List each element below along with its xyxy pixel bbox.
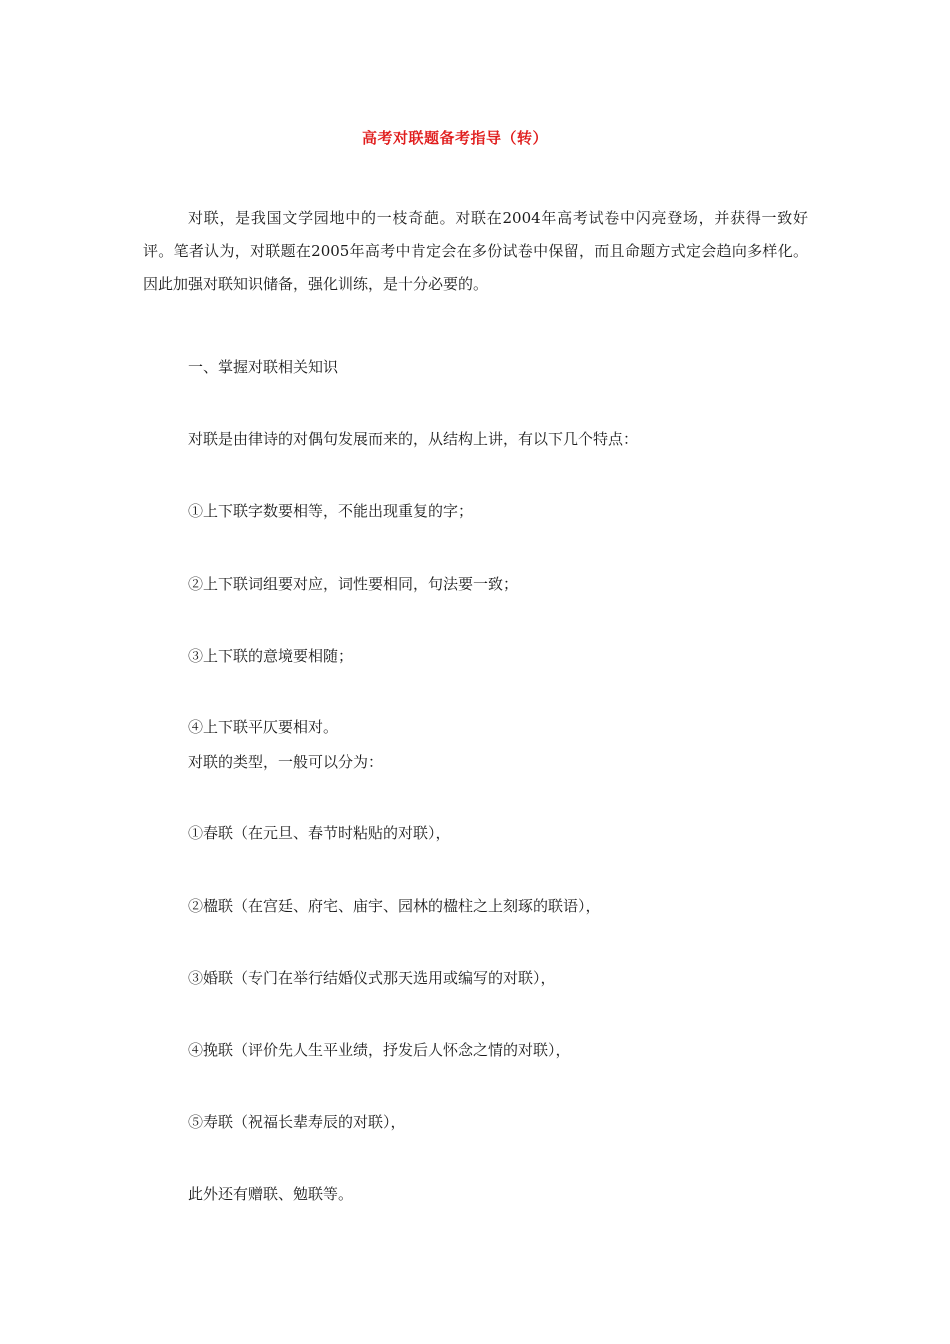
type-item: ②楹联（在宫廷、府宅、庙宇、园林的楹柱之上刻琢的联语）， <box>188 897 601 915</box>
closing-line: 此外还有赠联、勉联等。 <box>188 1185 354 1203</box>
page-title: 高考对联题备考指导（转） <box>361 129 548 147</box>
feature-item: ①上下联字数要相等，不能出现重复的字； <box>188 502 474 520</box>
section-heading: 一、掌握对联相关知识 <box>188 358 339 376</box>
type-item: ①春联（在元旦、春节时粘贴的对联）， <box>188 824 451 842</box>
type-item: ⑤寿联（祝福长辈寿辰的对联）， <box>188 1113 406 1131</box>
type-item: ④挽联（评价先人生平业绩，抒发后人怀念之情的对联）， <box>188 1041 571 1059</box>
feature-item: ②上下联词组要对应，词性要相同，句法要一致； <box>188 575 519 593</box>
features-intro: 对联是由律诗的对偶句发展而来的，从结构上讲，有以下几个特点： <box>188 430 639 448</box>
intro-paragraph: 对联，是我国文学园地中的一枝奇葩。对联在2004年高考试卷中闪亮登场，并获得一致好评。笔者认为，对联题在2005年高考中肯定会在多份试卷中保留，而且命题方式定会趋向多样化。因此加强对联知识储备，强化训练，是十分必要的。 <box>143 209 808 293</box>
types-intro: 对联的类型，一般可以分为： <box>188 753 384 771</box>
type-item: ③婚联（专门在举行结婚仪式那天选用或编写的对联）， <box>188 969 556 987</box>
feature-item: ③上下联的意境要相随； <box>188 647 354 665</box>
feature-item: ④上下联平仄要相对。 <box>188 718 339 736</box>
